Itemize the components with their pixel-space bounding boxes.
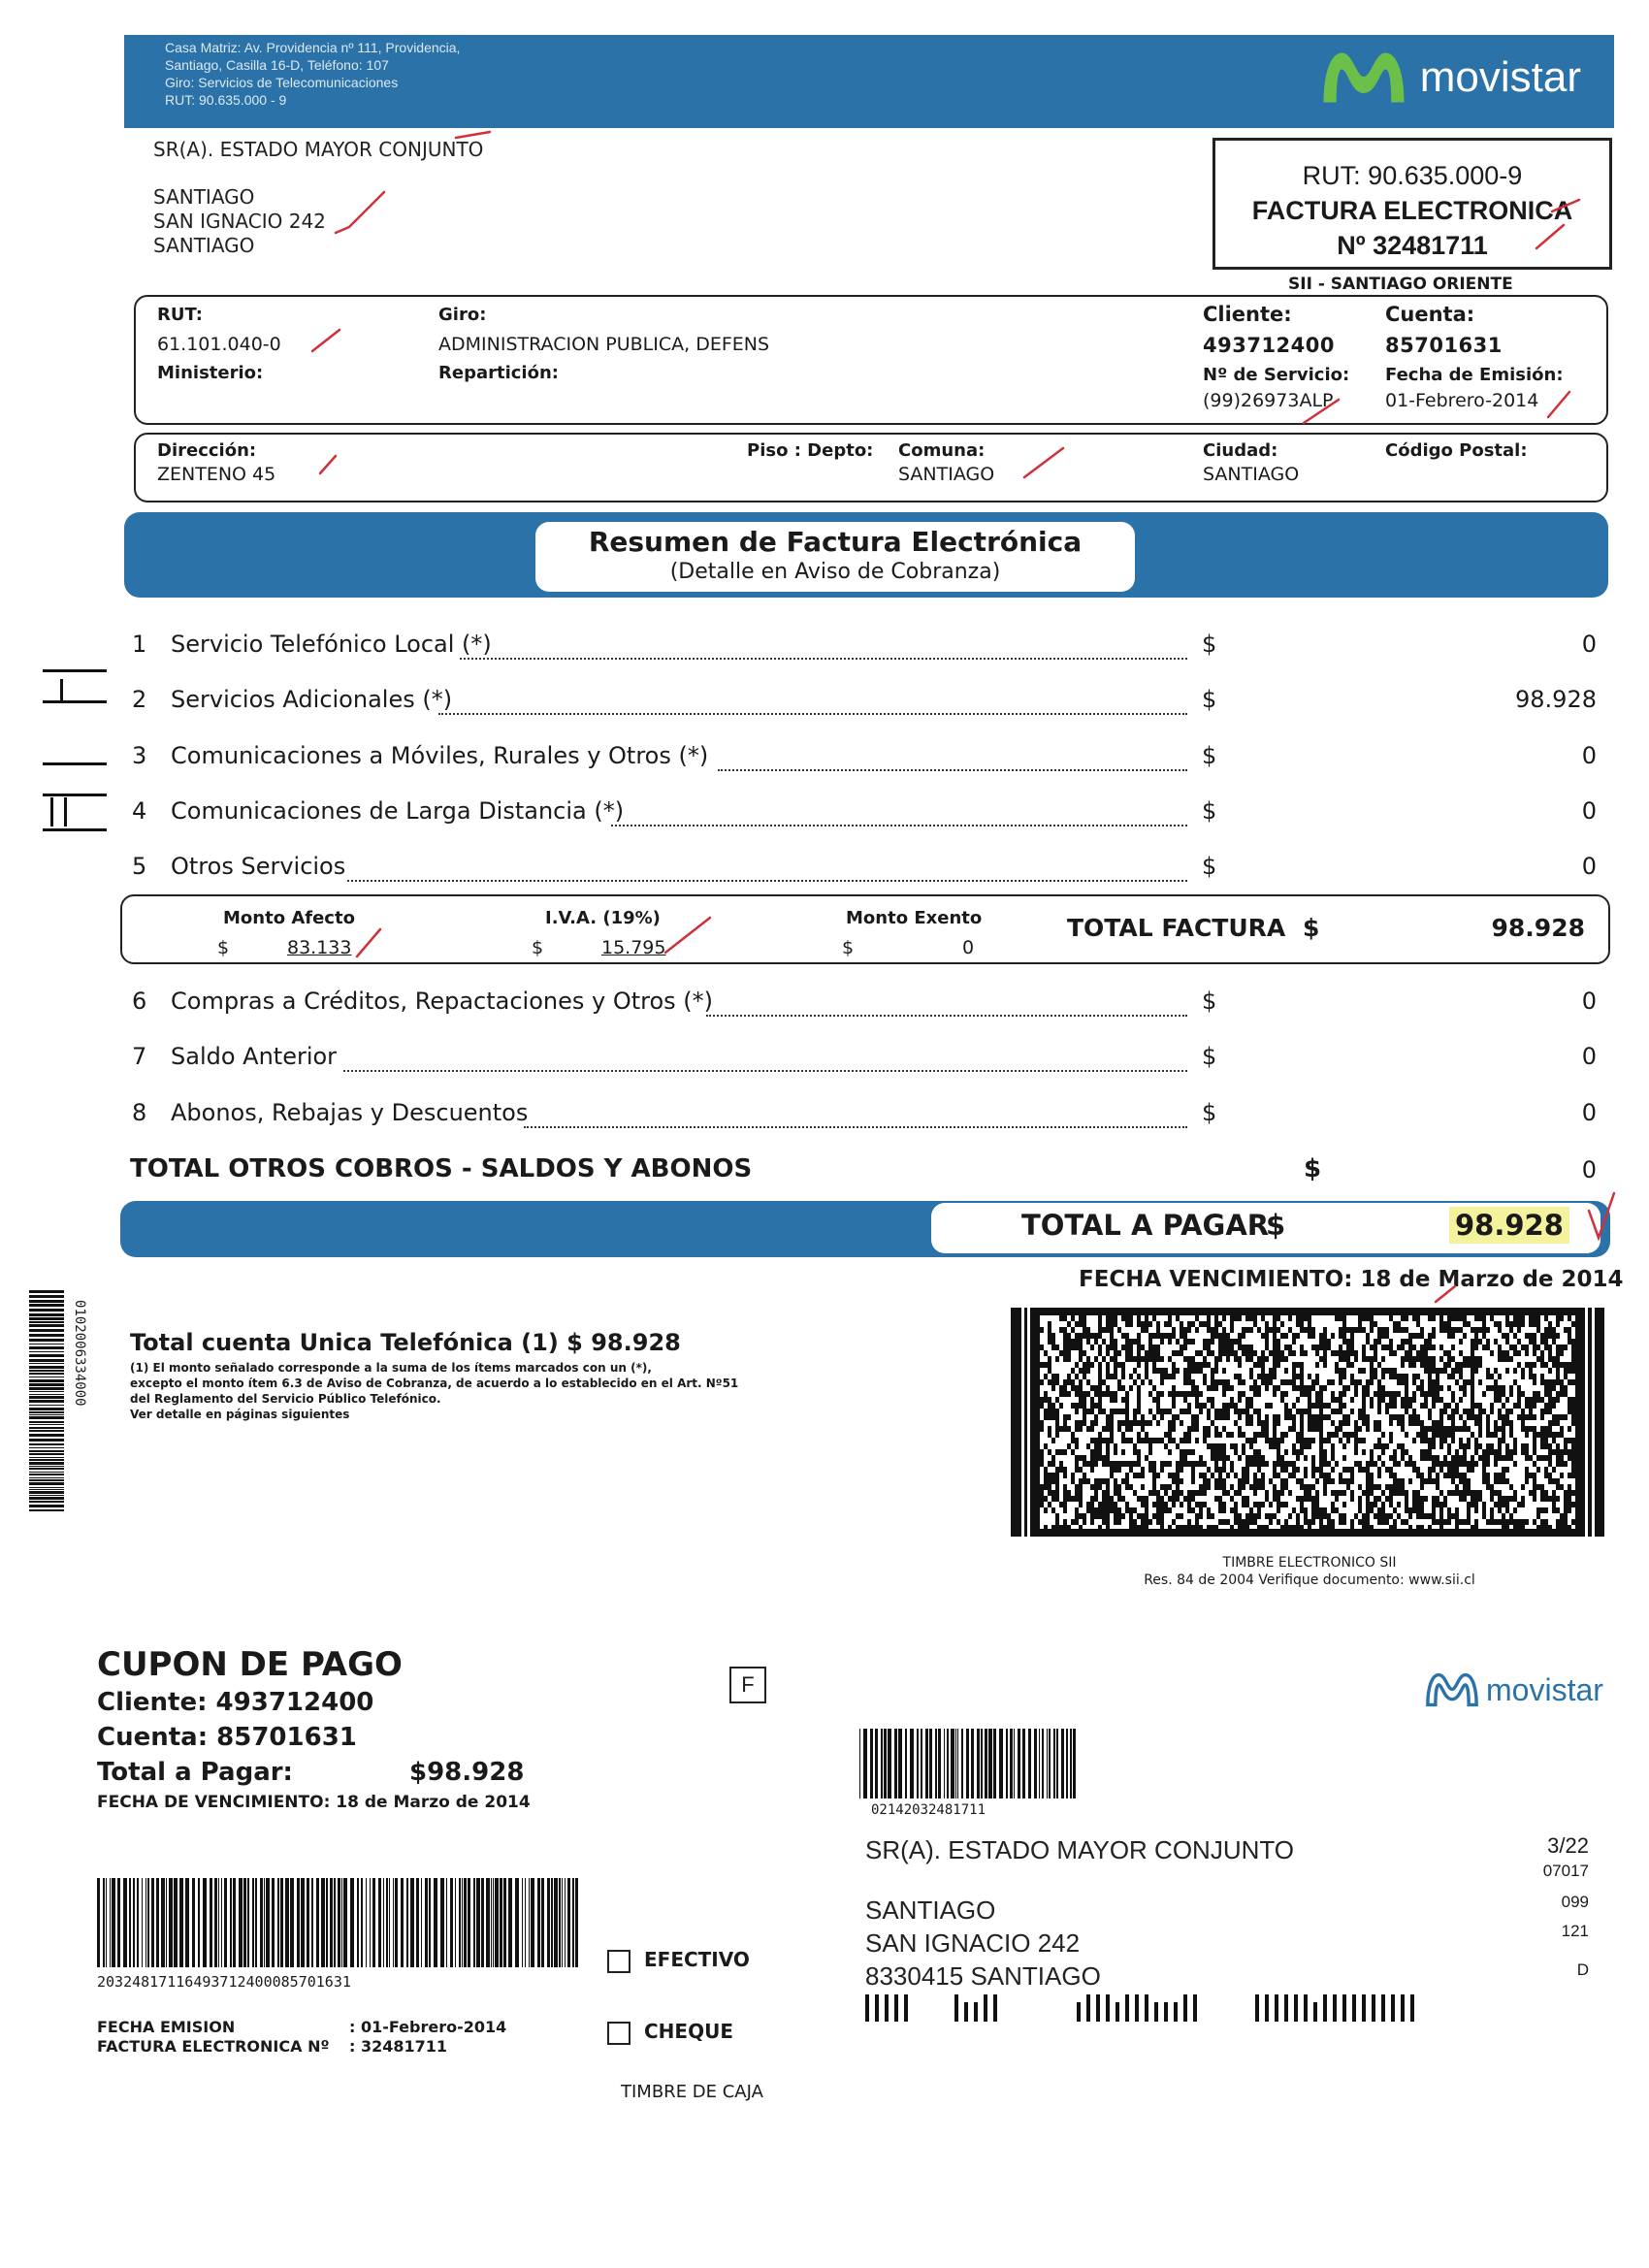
check-mark [312,330,340,351]
company-line: Casa Matriz: Av. Providencia nº 111, Providencia, [165,40,461,55]
item-description: Servicios Adicionales (*) [171,686,453,713]
iva-value: 15.795 [601,937,666,958]
company-line: Giro: Servicios de Telecomunicaciones [165,75,399,90]
rut-value: 61.101.040-0 [157,334,281,355]
item-number: 5 [132,853,147,880]
item-amount: 0 [1581,742,1597,769]
cuenta-unica-total: Total cuenta Unica Telefónica (1) $ 98.928 [130,1329,681,1356]
note-line: del Reglamento del Servicio Público Telefónico. [130,1392,441,1406]
recipient-city: SANTIAGO [153,185,255,209]
cupon-vencimiento: FECHA DE VENCIMIENTO: 18 de Marzo de 2014 [97,1793,531,1812]
issuer-rut: RUT: 90.635.000-9 [1302,161,1523,190]
fecha-vencimiento: FECHA VENCIMIENTO: 18 de Marzo de 2014 [1079,1267,1624,1292]
mail-street: SAN IGNACIO 242 [865,1928,1081,1958]
cliente-label: Cliente: [1203,303,1292,326]
mail-recipient-name: SR(A). ESTADO MAYOR CONJUNTO [865,1835,1295,1864]
otros-currency: $ [1304,1154,1322,1183]
item-currency: $ [1202,742,1217,769]
cuenta-value: 85701631 [1385,334,1503,357]
check-mark [357,929,380,956]
total-factura-value: 98.928 [1491,914,1585,942]
item-description: Saldo Anterior [171,1043,338,1070]
emision-value: : 01-Febrero-2014 [349,2018,507,2036]
item-number: 8 [132,1099,147,1126]
ministerio-label: Ministerio: [157,363,264,383]
cupon-cuenta: Cuenta: 85701631 [97,1723,357,1752]
check-mark [1589,1193,1614,1238]
note-line: excepto el monto ítem 6.3 de Aviso de Cobranza, de acuerdo a lo establecido en el Art. Nº51 [130,1377,739,1390]
recipient-city: SANTIAGO [153,234,255,257]
check-mark [320,456,336,473]
cupon-total-value: $98.928 [409,1758,525,1787]
ciudad-label: Ciudad: [1203,440,1278,461]
resumen-subtitle: (Detalle en Aviso de Cobranza) [669,560,1001,584]
afecto-value: 83.133 [287,937,352,958]
ciudad-value: SANTIAGO [1203,464,1300,485]
resumen-title: Resumen de Factura Electrónica [588,526,1083,558]
invoice-type: FACTURA ELECTRONICA [1251,196,1573,225]
mail-code: 07017 [1542,1862,1589,1880]
check-mark [1552,200,1579,211]
otros-amount: 0 [1581,1156,1597,1183]
item-description: Otros Servicios [171,853,346,880]
side-barcode-number: 0102006334000 [72,1300,87,1407]
item-amount: 0 [1581,853,1597,880]
emision-label: FECHA EMISION [97,2018,236,2036]
note-line: (1) El monto señalado corresponde a la suma de los ítems marcados con un (*), [130,1361,652,1375]
piso-label: Piso : Depto: [747,440,874,461]
servicio-value: (99)26973ALP [1203,390,1334,411]
item-description: Comunicaciones a Móviles, Rurales y Otros (*) [171,742,709,769]
afecto-label: Monto Afecto [223,908,355,928]
iva-label: I.V.A. (19%) [545,908,661,928]
comuna-value: SANTIAGO [898,464,995,485]
check-mark [1024,448,1063,477]
item-amount: 0 [1581,631,1597,658]
timbre-caja: TIMBRE DE CAJA [621,2082,763,2102]
mail-logo-text: movistar [1486,1671,1603,1707]
total-pagar-currency: $ [1266,1209,1286,1242]
rut-label: RUT: [157,305,203,325]
check-mark [1436,1286,1455,1302]
emision-label: Fecha de Emisión: [1385,365,1564,385]
check-mark [1536,225,1564,248]
timbre-line: TIMBRE ELECTRONICO SII [1222,1555,1397,1571]
item-number: 1 [132,631,147,658]
item-currency: $ [1202,1043,1217,1070]
giro-value: ADMINISTRACION PUBLICA, DEFENS [438,334,770,355]
servicio-label: Nº de Servicio: [1203,365,1350,385]
reparticion-label: Repartición: [438,363,559,383]
direccion-value: ZENTENO 45 [157,464,276,485]
mail-code: 121 [1561,1922,1589,1940]
item-amount: 0 [1581,1099,1597,1126]
mail-city-postal: 8330415 SANTIAGO [865,1961,1101,1991]
postal-label: Código Postal: [1385,440,1528,461]
mail-city: SANTIAGO [865,1895,996,1925]
cupon-title: CUPON DE PAGO [97,1645,403,1684]
sii-office: SII - SANTIAGO ORIENTE [1288,275,1513,294]
total-factura-label: TOTAL FACTURA [1067,914,1286,942]
total-pagar-amount: 98.928 [1449,1207,1569,1244]
efectivo-label: EFECTIVO [644,1948,750,1971]
item-description: Comunicaciones de Larga Distancia (*) [171,797,625,825]
invoice-number: Nº 32481711 [1337,231,1488,260]
company-line: Santiago, Casilla 16-D, Teléfono: 107 [165,57,389,73]
recipient-name: SR(A). ESTADO MAYOR CONJUNTO [153,138,484,161]
check-mark [456,132,490,138]
cliente-value: 493712400 [1203,334,1336,357]
total-factura-currency: $ [1303,914,1320,942]
timbre-line: Res. 84 de 2004 Verifique documento: www.sii.cl [1144,1572,1475,1588]
exento-currency: $ [842,937,855,958]
item-currency: $ [1202,1099,1217,1126]
recipient-street: SAN IGNACIO 242 [153,210,326,233]
factura-label: FACTURA ELECTRONICA Nº [97,2037,330,2056]
item-currency: $ [1202,853,1217,880]
check-mark [1304,400,1339,423]
exento-value: 0 [962,937,975,958]
item-number: 3 [132,742,147,769]
total-pagar-label: TOTAL A PAGAR [1021,1209,1270,1242]
item-currency: $ [1202,797,1217,825]
item-number: 2 [132,686,147,713]
check-mark [1548,392,1569,417]
cupon-barcode-number: 20324817116493712400085701631 [97,1973,351,1991]
item-amount: 0 [1581,988,1597,1015]
item-currency: $ [1202,686,1217,713]
mail-code: D [1576,1960,1589,1979]
item-description: Servicio Telefónico Local (*) [171,631,492,658]
item-amount: 0 [1581,1043,1597,1070]
cheque-label: CHEQUE [644,2020,733,2043]
giro-label: Giro: [438,305,487,325]
cuenta-label: Cuenta: [1385,303,1475,326]
cupon-cliente: Cliente: 493712400 [97,1688,374,1717]
check-mark [665,918,710,953]
iva-currency: $ [532,937,544,958]
item-description: Abonos, Rebajas y Descuentos [171,1099,529,1126]
note-line: Ver detalle en páginas siguientes [130,1408,350,1421]
item-number: 6 [132,988,147,1015]
check-mark [336,192,384,233]
cupon-total-label: Total a Pagar: [97,1758,293,1787]
mail-code: 3/22 [1547,1833,1589,1858]
company-line: RUT: 90.635.000 - 9 [165,92,287,108]
item-amount: 98.928 [1515,686,1597,713]
mail-code: 099 [1561,1893,1589,1911]
item-description: Compras a Créditos, Repactaciones y Otros (*) [171,988,714,1015]
emision-value: 01-Febrero-2014 [1385,390,1539,411]
mail-barcode-number: 02142032481711 [871,1802,986,1818]
f-box-label: F [741,1672,755,1697]
item-currency: $ [1202,988,1217,1015]
factura-value: : 32481711 [349,2037,448,2056]
item-number: 7 [132,1043,147,1070]
logo-text: movistar [1419,53,1581,101]
direccion-label: Dirección: [157,440,257,461]
item-amount: 0 [1581,797,1597,825]
comuna-label: Comuna: [898,440,986,461]
item-currency: $ [1202,631,1217,658]
afecto-currency: $ [217,937,230,958]
otros-label: TOTAL OTROS COBROS - SALDOS Y ABONOS [130,1154,753,1183]
exento-label: Monto Exento [846,908,983,928]
item-number: 4 [132,797,147,825]
